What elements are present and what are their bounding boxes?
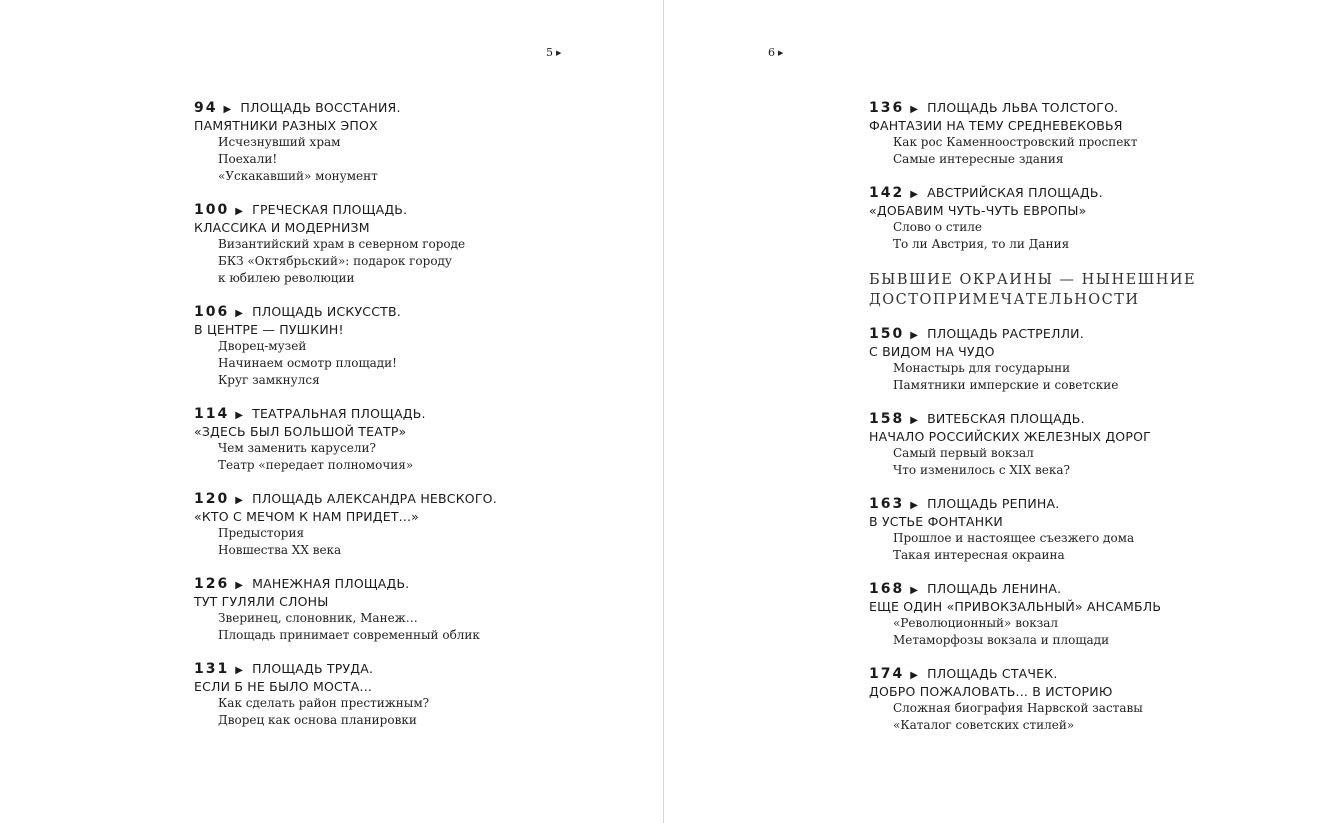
- toc-entry: [194, 661, 497, 729]
- toc-entry-title: АВСТРИЙСКАЯ ПЛОЩАДЬ.: [927, 185, 1103, 200]
- toc-entry-subtitle: ДОБРО ПОЖАЛОВАТЬ... В ИСТОРИЮ: [869, 684, 1113, 699]
- toc-subsection: Метаморфозы вокзала и площади: [893, 633, 1110, 647]
- page-arrow-icon: ▶: [556, 48, 562, 57]
- toc-subsection: «Ускакавший» монумент: [218, 169, 378, 183]
- toc-subsection: Поехали!: [218, 152, 278, 166]
- triangle-arrow-icon: ▶: [235, 206, 244, 217]
- toc-entry-title: ГРЕЧЕСКАЯ ПЛОЩАДЬ.: [252, 202, 408, 217]
- toc-entry-title: ПЛОЩАДЬ АЛЕКСАНДРА НЕВСКОГО.: [252, 491, 497, 506]
- toc-entry: [194, 576, 497, 644]
- toc-entry-subtitle: В ЦЕНТРЕ — ПУШКИН!: [194, 322, 344, 337]
- toc-entry: [194, 100, 497, 185]
- toc-subsection: Прошлое и настоящее съезжего дома: [893, 531, 1135, 545]
- toc-subsection: к юбилею революции: [218, 271, 355, 285]
- toc-entry-heading: [194, 304, 497, 322]
- toc-page-number: 168: [869, 581, 905, 597]
- toc-page-number: 126: [194, 576, 230, 592]
- toc-entry: [869, 100, 1196, 168]
- right-page: [665, 0, 1329, 823]
- toc-page-number: 158: [869, 411, 905, 427]
- toc-subsection: Начинаем осмотр площади!: [218, 356, 397, 370]
- toc-subsection: Площадь принимает современный облик: [218, 628, 480, 642]
- toc-subsection: Памятники имперские и советские: [893, 378, 1119, 392]
- toc-entry: [194, 304, 497, 389]
- toc-entry: [869, 496, 1196, 564]
- toc-subsection: Монастырь для государыни: [893, 361, 1071, 375]
- toc-page-number: 94: [194, 100, 218, 116]
- toc-page-number: 163: [869, 496, 905, 512]
- toc-entry-title: МАНЕЖНАЯ ПЛОЩАДЬ.: [252, 576, 410, 591]
- toc-subsection: Новшества XX века: [218, 543, 342, 557]
- toc-entry-heading: [869, 496, 1196, 514]
- toc-entry-title: ТЕАТРАЛЬНАЯ ПЛОЩАДЬ.: [252, 406, 426, 421]
- toc-page-number: 150: [869, 326, 905, 342]
- toc-entry-heading: [869, 411, 1196, 429]
- toc-subsection: Что изменилось с XIX века?: [893, 463, 1070, 477]
- triangle-arrow-icon: ▶: [910, 670, 919, 681]
- triangle-arrow-icon: ▶: [235, 410, 244, 421]
- toc-page-number: 142: [869, 185, 905, 201]
- toc-page-number: 100: [194, 202, 230, 218]
- toc-entry-subtitle: «ДОБАВИМ ЧУТЬ-ЧУТЬ ЕВРОПЫ»: [869, 203, 1087, 218]
- toc-entry-heading: [194, 491, 497, 509]
- toc-entry: [869, 185, 1196, 253]
- toc-subsection: Сложная биография Нарвской заставы: [893, 701, 1143, 715]
- triangle-arrow-icon: ▶: [235, 580, 244, 591]
- toc-subsection: Театр «передает полномочия»: [218, 458, 414, 472]
- toc-right: [869, 100, 1196, 751]
- page-number: 6 ▶: [768, 46, 784, 59]
- toc-page-number: 114: [194, 406, 230, 422]
- toc-subsection: Чем заменить карусели?: [218, 441, 376, 455]
- toc-entry-title: ПЛОЩАДЬ РАСТРЕЛЛИ.: [927, 326, 1084, 341]
- triangle-arrow-icon: ▶: [235, 495, 244, 506]
- triangle-arrow-icon: ▶: [910, 585, 919, 596]
- toc-subsection: Исчезнувший храм: [218, 135, 341, 149]
- toc-subsection: Слово о стиле: [893, 220, 982, 234]
- section-title: БЫВШИЕ ОКРАИНЫ — НЫНЕШНИЕ ДОСТОПРИМЕЧАТЕЛЬНОСТИ: [869, 272, 1197, 308]
- triangle-arrow-icon: ▶: [910, 104, 919, 115]
- toc-page-number: 136: [869, 100, 905, 116]
- toc-subsection: Зверинец, слоновник, Манеж…: [218, 611, 418, 625]
- toc-subsection: Дворец как основа планировки: [218, 713, 417, 727]
- toc-entry-subtitle: ФАНТАЗИИ НА ТЕМУ СРЕДНЕВЕКОВЬЯ: [869, 118, 1123, 133]
- triangle-arrow-icon: ▶: [910, 415, 919, 426]
- toc-subsection: «Революционный» вокзал: [893, 616, 1059, 630]
- toc-entry-heading: [194, 406, 497, 424]
- left-page: [0, 0, 664, 823]
- toc-entry-heading: [194, 202, 497, 220]
- toc-subsection: Круг замкнулся: [218, 373, 320, 387]
- toc-entry-subtitle: «КТО С МЕЧОМ К НАМ ПРИДЕТ...»: [194, 509, 420, 524]
- toc-entry: [194, 491, 497, 559]
- toc-entry: [869, 411, 1196, 479]
- toc-page-number: 120: [194, 491, 230, 507]
- toc-entry-heading: [869, 185, 1196, 203]
- toc-page-number: 174: [869, 666, 905, 682]
- toc-subsection: Такая интересная окраина: [893, 548, 1065, 562]
- toc-entry-heading: [194, 661, 497, 679]
- toc-entry: [869, 581, 1196, 649]
- toc-page-number: 131: [194, 661, 230, 677]
- toc-page-number: 106: [194, 304, 230, 320]
- toc-entry: [194, 406, 497, 474]
- toc-entry-heading: [869, 666, 1196, 684]
- triangle-arrow-icon: ▶: [910, 500, 919, 511]
- toc-subsection: Самый первый вокзал: [893, 446, 1034, 460]
- toc-entry-title: ПЛОЩАДЬ ИСКУССТВ.: [252, 304, 401, 319]
- toc-entry: [194, 202, 497, 287]
- toc-entry-subtitle: В УСТЬЕ ФОНТАНКИ: [869, 514, 1003, 529]
- toc-entry-subtitle: НАЧАЛО РОССИЙСКИХ ЖЕЛЕЗНЫХ ДОРОГ: [869, 429, 1151, 444]
- toc-entry-title: ПЛОЩАДЬ ЛЬВА ТОЛСТОГО.: [927, 100, 1119, 115]
- toc-subsection: Предыстория: [218, 526, 305, 540]
- toc-entry-subtitle: ЕСЛИ Б НЕ БЫЛО МОСТА...: [194, 679, 373, 694]
- toc-entry-title: ПЛОЩАДЬ ЛЕНИНА.: [927, 581, 1062, 596]
- toc-subsection: То ли Австрия, то ли Дания: [893, 237, 1070, 251]
- triangle-arrow-icon: ▶: [223, 104, 232, 115]
- toc-subsection: Как рос Каменноостровский проспект: [893, 135, 1138, 149]
- page-number: 5 ▶: [546, 46, 562, 59]
- toc-entry-heading: [869, 326, 1196, 344]
- toc-entry-title: ПЛОЩАДЬ СТАЧЕК.: [927, 666, 1058, 681]
- toc-left: [194, 100, 497, 746]
- triangle-arrow-icon: ▶: [235, 308, 244, 319]
- toc-subsection: Как сделать район престижным?: [218, 696, 430, 710]
- toc-entry-title: ПЛОЩАДЬ ВОССТАНИЯ.: [240, 100, 401, 115]
- toc-subsection: Византийский храм в северном городе: [218, 237, 466, 251]
- triangle-arrow-icon: ▶: [235, 665, 244, 676]
- page-arrow-icon: ▶: [778, 48, 784, 57]
- toc-entry-subtitle: ТУТ ГУЛЯЛИ СЛОНЫ: [194, 594, 329, 609]
- toc-entry-heading: [194, 576, 497, 594]
- toc-entry-heading: [194, 100, 497, 118]
- toc-entry-subtitle: ПАМЯТНИКИ РАЗНЫХ ЭПОХ: [194, 118, 378, 133]
- toc-entry-heading: [869, 581, 1196, 599]
- toc-entry-title: ВИТЕБСКАЯ ПЛОЩАДЬ.: [927, 411, 1085, 426]
- toc-entry: [869, 326, 1196, 394]
- toc-entry-heading: [869, 100, 1196, 118]
- toc-subsection: Дворец-музей: [218, 339, 307, 353]
- toc-entry-subtitle: С ВИДОМ НА ЧУДО: [869, 344, 995, 359]
- toc-entry-title: ПЛОЩАДЬ ТРУДА.: [252, 661, 374, 676]
- toc-entry-subtitle: КЛАССИКА И МОДЕРНИЗМ: [194, 220, 370, 235]
- toc-entry-title: ПЛОЩАДЬ РЕПИНА.: [927, 496, 1060, 511]
- toc-entry-subtitle: ЕЩЕ ОДИН «ПРИВОКЗАЛЬНЫЙ» АНСАМБЛЬ: [869, 599, 1162, 614]
- triangle-arrow-icon: ▶: [910, 189, 919, 200]
- toc-entry: [869, 666, 1196, 734]
- toc-entry-subtitle: «ЗДЕСЬ БЫЛ БОЛЬШОЙ ТЕАТР»: [194, 424, 407, 439]
- toc-subsection: БКЗ «Октябрьский»: подарок городу: [218, 254, 452, 268]
- triangle-arrow-icon: ▶: [910, 330, 919, 341]
- toc-subsection: «Каталог советских стилей»: [893, 718, 1075, 732]
- toc-subsection: Самые интересные здания: [893, 152, 1064, 166]
